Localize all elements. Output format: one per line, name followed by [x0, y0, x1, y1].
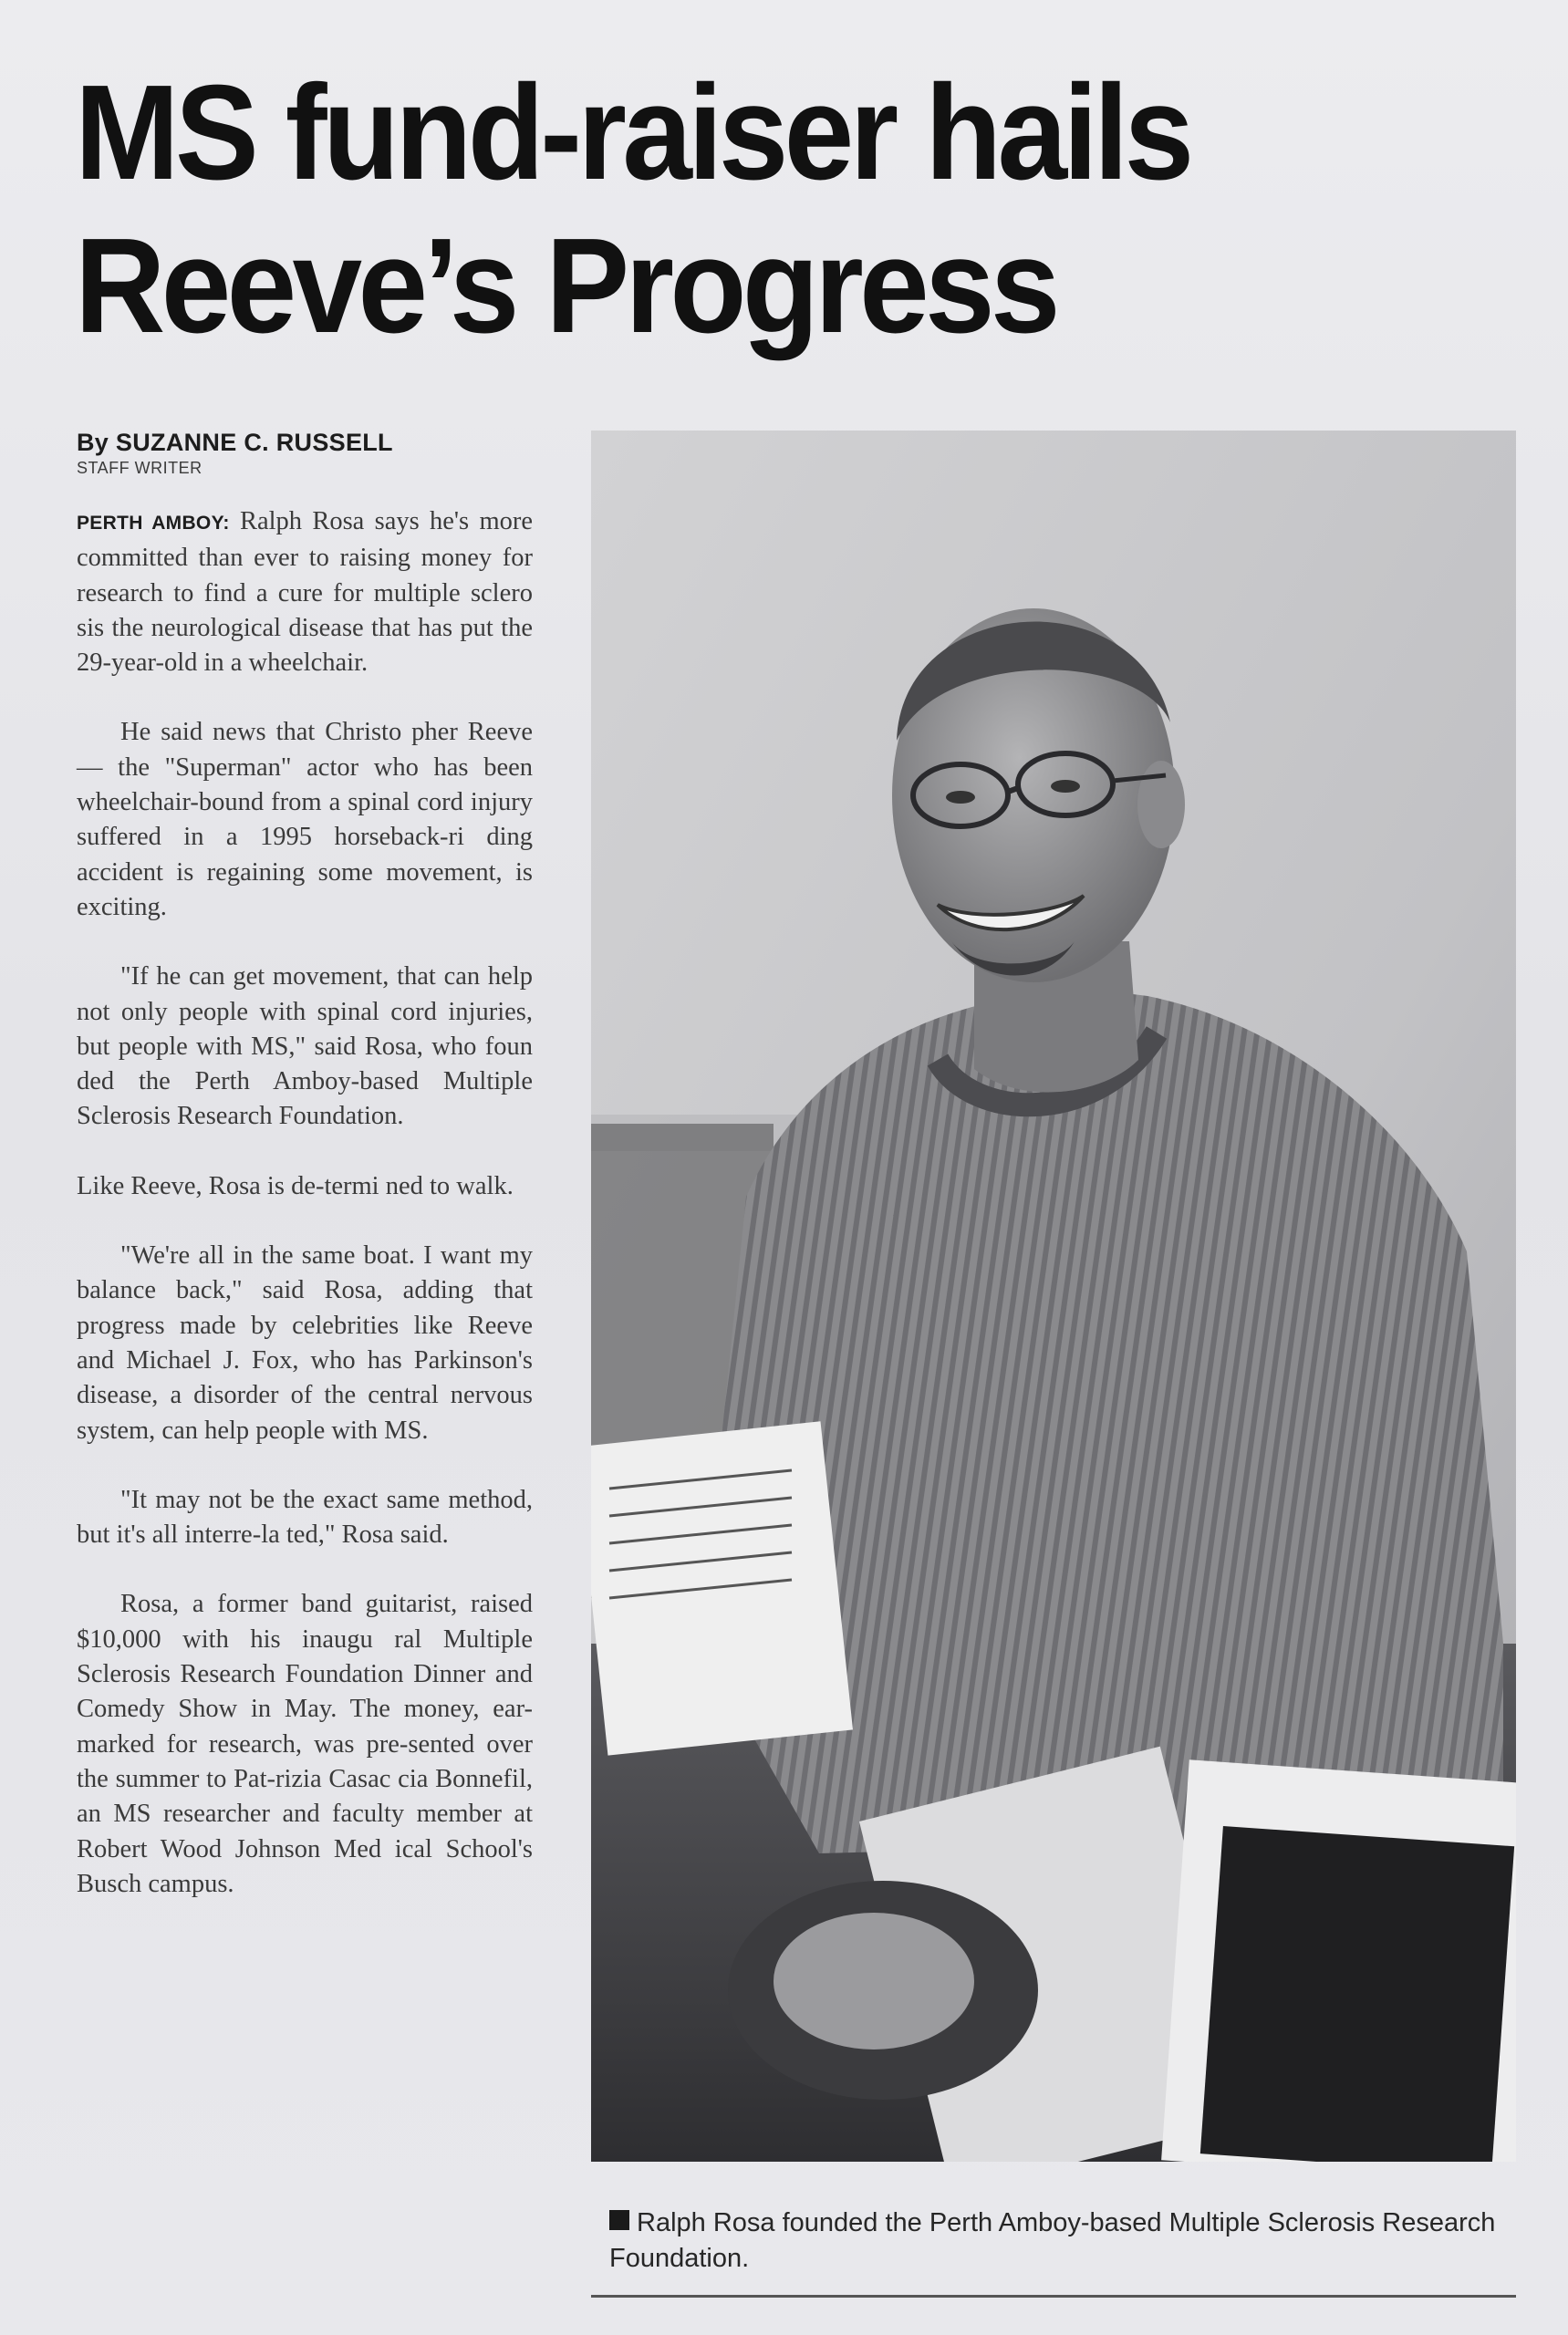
dateline: PERTH AMBOY: [77, 513, 230, 534]
photo-illustration [591, 431, 1516, 2162]
article-paragraph-5: "We're all in the same boat. I want my balance back," said Rosa, adding that progress made by celebrities like Reeve and Michael J. Fox, who has Parkinson's disease, a disorder of the central nervous system, can help people with MS. [77, 1241, 533, 1445]
article-paragraph-7: Rosa, a former band guitarist, raised $10,000 with his inaugu ral Multiple Sclerosis Research Foundation Dinner and Comedy Show in May. The money, ear-marked for research, was pre-sented over the summer to Pat-rizia Casac cia Bonnefil, an MS researcher and faculty member at Robert Wood Johnson Med ical School's Busch campus. [77, 1590, 533, 1898]
article-paragraph-1 [77, 504, 533, 680]
caption-text: Ralph Rosa founded the Perth Amboy-based Multiple Sclerosis Research Foundation. [609, 2208, 1496, 2273]
article-paragraph-6: "It may not be the exact same method, but it's all interre-la ted," Rosa said. [77, 1485, 533, 1550]
byline [77, 429, 393, 478]
headline-line-2: Reeve’s Progress [75, 211, 1056, 361]
article-body [77, 504, 533, 1936]
article-paragraph-2: He said news that Christo pher Reeve — the "Superman" actor who has been wheelchair-bound from a spinal cord injury suffered in a 1995 horseback-ri ding accident is regaining some movement, is exciting. [77, 718, 533, 921]
byline-role: STAFF WRITER [77, 459, 202, 477]
headline [75, 57, 1432, 363]
article-photo [591, 431, 1516, 2162]
caption-square-icon [609, 2210, 629, 2230]
caption-rule [591, 2295, 1516, 2298]
photo-caption [609, 2205, 1503, 2277]
headline-line-1: MS fund-raiser hails [75, 57, 1190, 208]
article-paragraph-4: Like Reeve, Rosa is de-termi ned to walk. [77, 1171, 514, 1200]
byline-author: By SUZANNE C. RUSSELL [77, 429, 393, 456]
paragraph-1-text: Ralph Rosa says he's more committed than ever to raising money for research to find a cure for multiple sclero sis the neurological disease that has put the 29-year-old in a wheelchair. [77, 507, 534, 678]
article-paragraph-3: "If he can get movement, that can help not only people with spinal cord injuries, but people with MS," said Rosa, who foun ded the Perth Amboy-based Multiple Sclerosis Research Foundation. [77, 962, 533, 1131]
